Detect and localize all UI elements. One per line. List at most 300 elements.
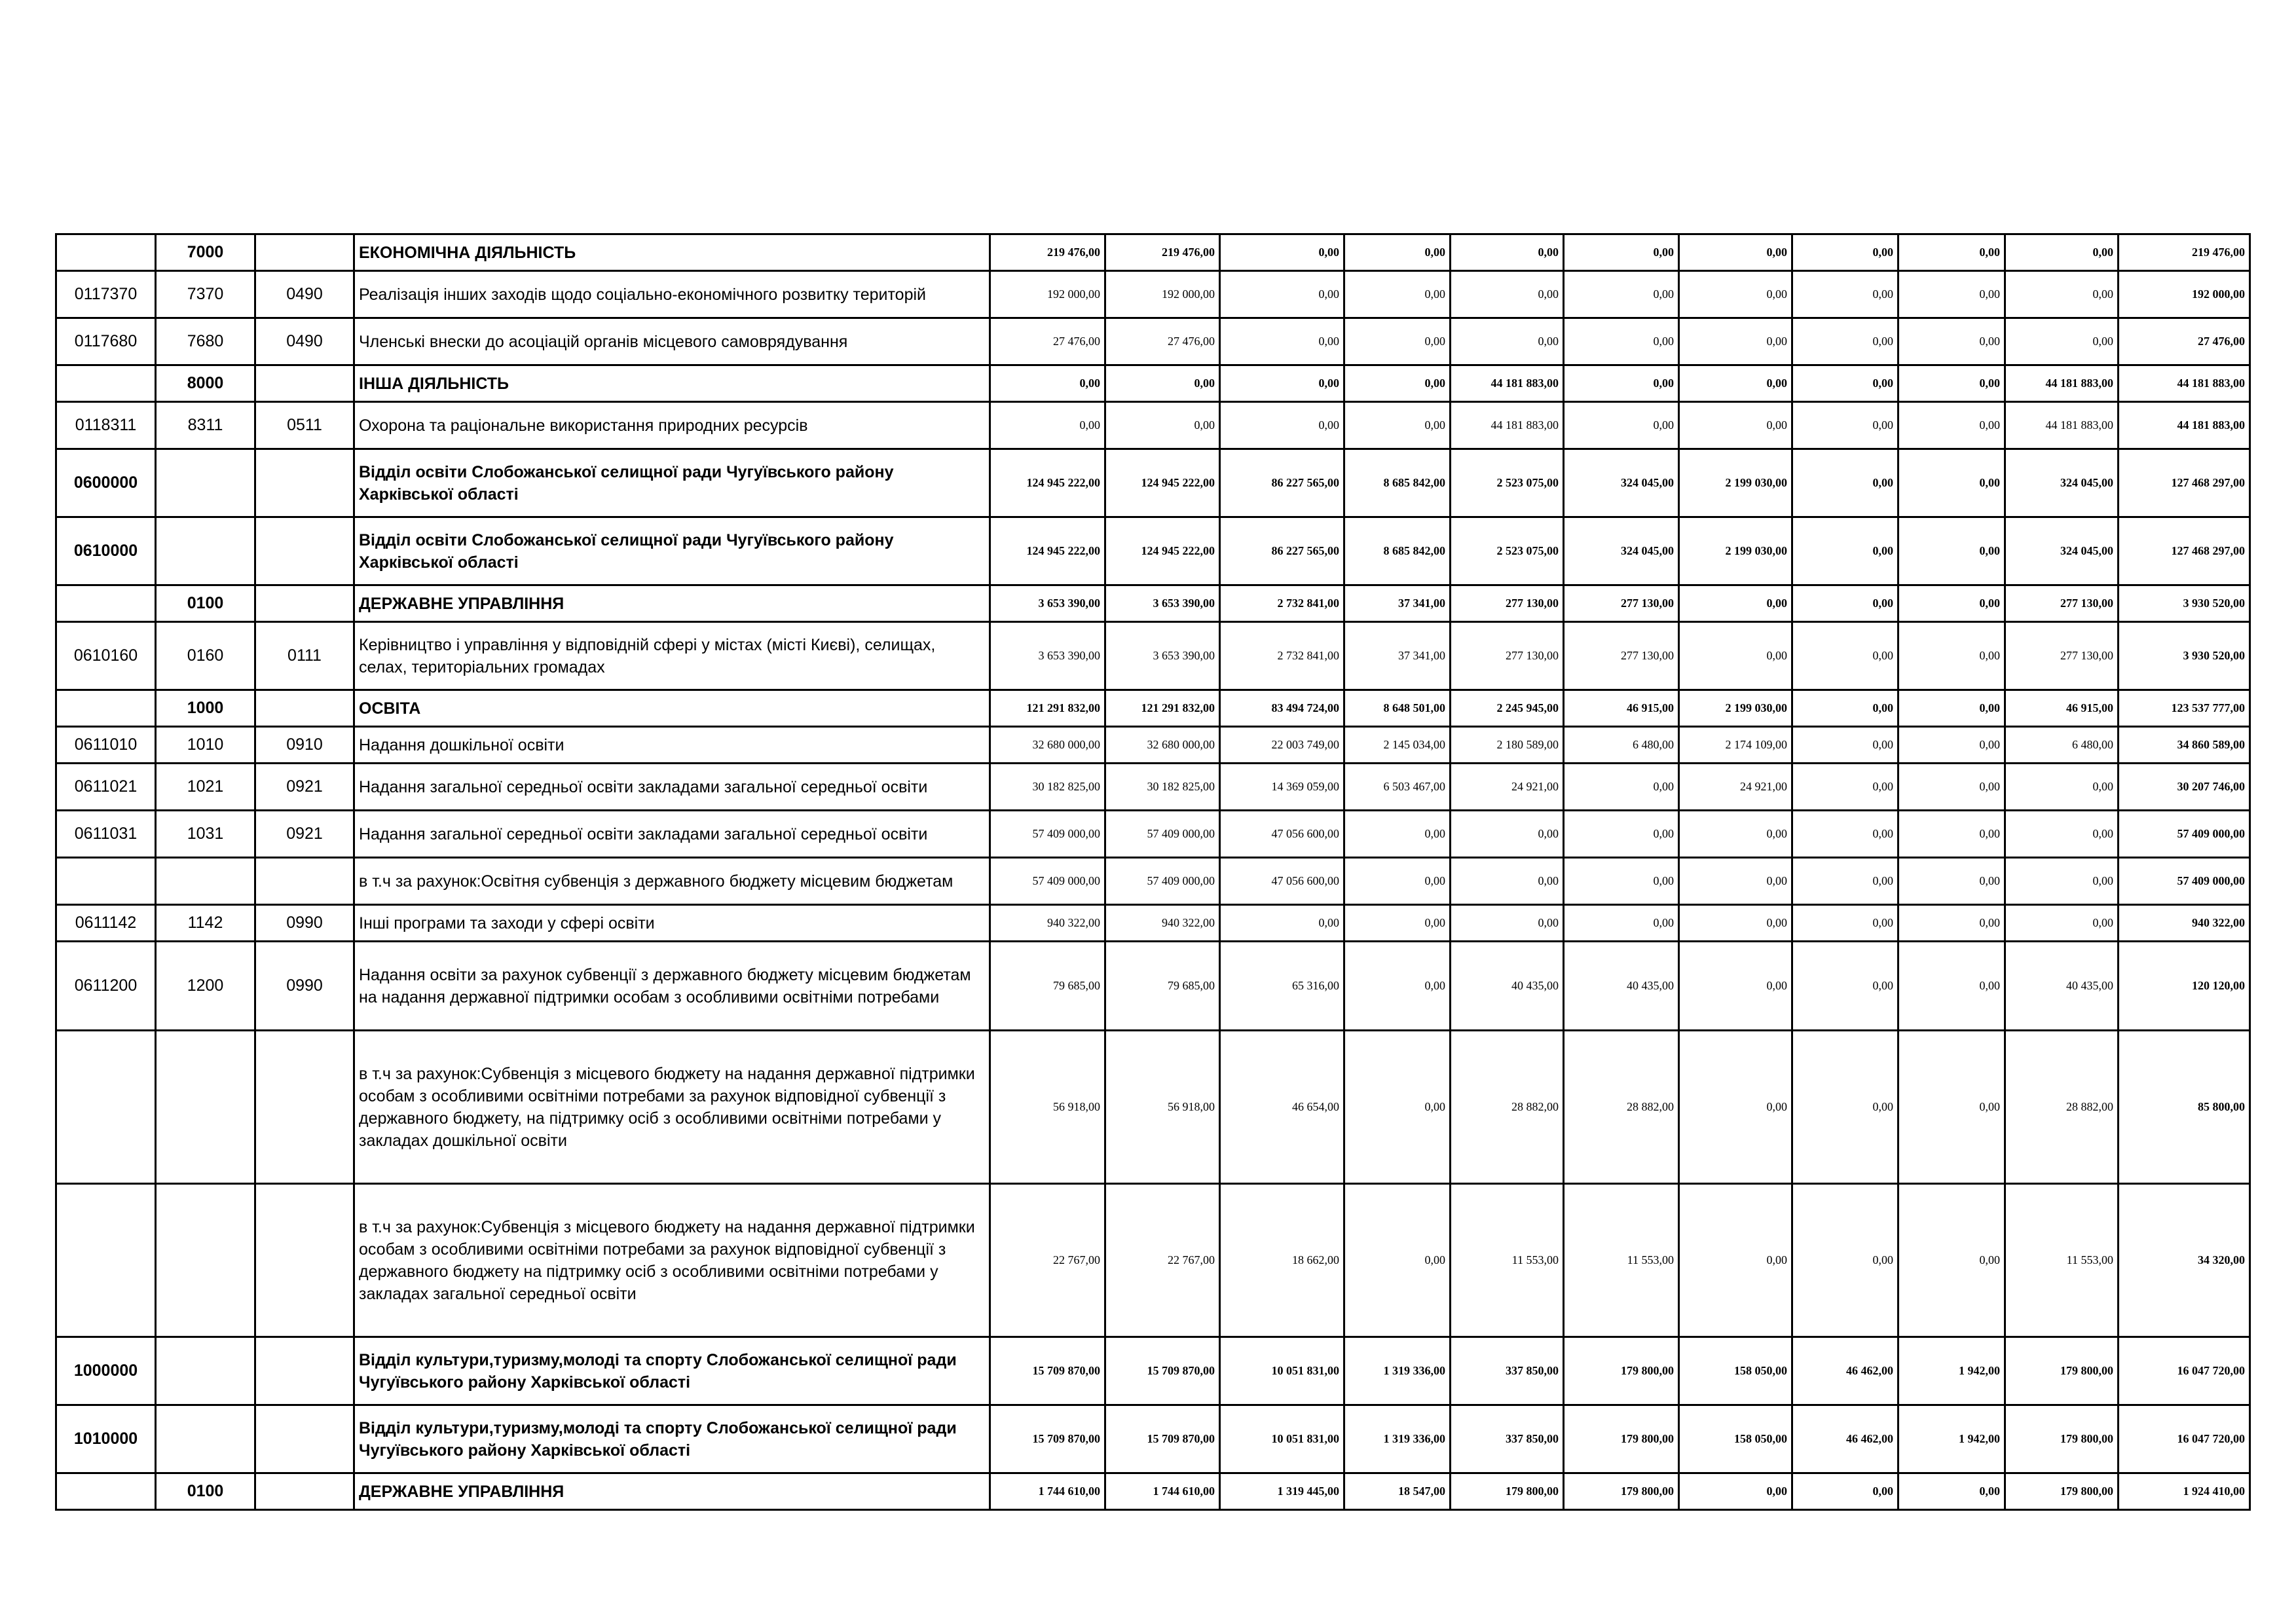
amount-cell: 8 685 842,00 bbox=[1344, 517, 1451, 585]
budget-code-cell: 1031 bbox=[156, 811, 255, 858]
amount-cell: 30 182 825,00 bbox=[1105, 764, 1220, 811]
amount-cell: 57 409 000,00 bbox=[1105, 858, 1220, 905]
table-row bbox=[56, 449, 2250, 517]
function-code-cell bbox=[255, 858, 354, 905]
amount-cell: 3 653 390,00 bbox=[990, 585, 1105, 622]
function-code-cell: 0111 bbox=[255, 622, 354, 690]
amount-cell: 0,00 bbox=[1792, 1184, 1898, 1337]
amount-cell: 79 685,00 bbox=[1105, 942, 1220, 1031]
total-value-cell: 34 860 589,00 bbox=[2119, 727, 2250, 764]
total-value-cell: 44 181 883,00 bbox=[2119, 365, 2250, 402]
amount-cell: 1 744 610,00 bbox=[1105, 1473, 1220, 1510]
amount-cell: 0,00 bbox=[1898, 622, 2005, 690]
amount-cell: 57 409 000,00 bbox=[990, 858, 1105, 905]
amount-cell: 0,00 bbox=[2005, 858, 2119, 905]
amount-cell: 83 494 724,00 bbox=[1220, 690, 1344, 727]
budget-code-cell: 8311 bbox=[156, 402, 255, 449]
amount-cell: 324 045,00 bbox=[2005, 517, 2119, 585]
amount-cell: 0,00 bbox=[1344, 365, 1451, 402]
amount-cell: 0,00 bbox=[2005, 811, 2119, 858]
total-value-cell: 16 047 720,00 bbox=[2119, 1405, 2250, 1473]
item-name-cell: в т.ч за рахунок:Освітня субвенція з державного бюджету місцевим бюджетам bbox=[354, 858, 990, 905]
amount-cell: 15 709 870,00 bbox=[990, 1405, 1105, 1473]
amount-cell: 0,00 bbox=[1898, 365, 2005, 402]
total-value-cell: 940 322,00 bbox=[2119, 905, 2250, 942]
function-code-cell: 0921 bbox=[255, 764, 354, 811]
program-code-cell: 0611200 bbox=[56, 942, 156, 1031]
amount-cell: 192 000,00 bbox=[1105, 271, 1220, 318]
budget-code-cell: 1142 bbox=[156, 905, 255, 942]
amount-cell: 0,00 bbox=[1792, 234, 1898, 271]
amount-cell: 179 800,00 bbox=[1564, 1405, 1679, 1473]
amount-cell: 2 174 109,00 bbox=[1679, 727, 1792, 764]
amount-cell: 56 918,00 bbox=[1105, 1031, 1220, 1184]
amount-cell: 0,00 bbox=[1792, 942, 1898, 1031]
amount-cell: 0,00 bbox=[1898, 690, 2005, 727]
total-value-cell: 123 537 777,00 bbox=[2119, 690, 2250, 727]
amount-cell: 0,00 bbox=[1792, 1473, 1898, 1510]
amount-cell: 940 322,00 bbox=[990, 905, 1105, 942]
amount-cell: 0,00 bbox=[1898, 764, 2005, 811]
item-name-cell: в т.ч за рахунок:Субвенція з місцевого бюджету на надання державної підтримки особам з особливими освітніми потребами за рахунок відповідної субвенції з державного бюджету, на підтримку осіб з особливими освітніми потребами у закладах дошкільної освіти bbox=[354, 1031, 990, 1184]
total-value-cell: 127 468 297,00 bbox=[2119, 517, 2250, 585]
program-code-cell bbox=[56, 858, 156, 905]
amount-cell: 0,00 bbox=[1679, 1184, 1792, 1337]
amount-cell: 0,00 bbox=[1679, 271, 1792, 318]
item-name-cell: Членські внески до асоціацій органів місцевого самоврядування bbox=[354, 318, 990, 365]
item-name-cell: ОСВІТА bbox=[354, 690, 990, 727]
amount-cell: 0,00 bbox=[1344, 858, 1451, 905]
amount-cell: 0,00 bbox=[1679, 1473, 1792, 1510]
amount-cell: 0,00 bbox=[1564, 318, 1679, 365]
amount-cell: 0,00 bbox=[1679, 942, 1792, 1031]
table-row bbox=[56, 690, 2250, 727]
amount-cell: 0,00 bbox=[1451, 318, 1564, 365]
item-name-cell: ДЕРЖАВНЕ УПРАВЛІННЯ bbox=[354, 1473, 990, 1510]
amount-cell: 0,00 bbox=[1898, 449, 2005, 517]
amount-cell: 0,00 bbox=[1451, 234, 1564, 271]
amount-cell: 32 680 000,00 bbox=[990, 727, 1105, 764]
amount-cell: 0,00 bbox=[1792, 1031, 1898, 1184]
table-row bbox=[56, 764, 2250, 811]
program-code-cell bbox=[56, 1184, 156, 1337]
amount-cell: 0,00 bbox=[1220, 318, 1344, 365]
program-code-cell bbox=[56, 690, 156, 727]
total-value-cell: 57 409 000,00 bbox=[2119, 811, 2250, 858]
amount-cell: 324 045,00 bbox=[2005, 449, 2119, 517]
amount-cell: 277 130,00 bbox=[1451, 585, 1564, 622]
amount-cell: 179 800,00 bbox=[1564, 1473, 1679, 1510]
amount-cell: 46 462,00 bbox=[1792, 1405, 1898, 1473]
table-row bbox=[56, 402, 2250, 449]
item-name-cell: Відділ освіти Слобожанської селищної ради Чугуївського району Харківської області bbox=[354, 517, 990, 585]
amount-cell: 179 800,00 bbox=[1451, 1473, 1564, 1510]
budget-code-cell: 1021 bbox=[156, 764, 255, 811]
total-value-cell: 34 320,00 bbox=[2119, 1184, 2250, 1337]
budget-code-cell bbox=[156, 1337, 255, 1405]
item-name-cell: ІНША ДІЯЛЬНІСТЬ bbox=[354, 365, 990, 402]
amount-cell: 11 553,00 bbox=[1451, 1184, 1564, 1337]
amount-cell: 0,00 bbox=[1898, 234, 2005, 271]
function-code-cell bbox=[255, 234, 354, 271]
total-value-cell: 219 476,00 bbox=[2119, 234, 2250, 271]
amount-cell: 0,00 bbox=[990, 365, 1105, 402]
amount-cell: 2 523 075,00 bbox=[1451, 449, 1564, 517]
total-value-cell: 127 468 297,00 bbox=[2119, 449, 2250, 517]
amount-cell: 0,00 bbox=[1898, 727, 2005, 764]
amount-cell: 44 181 883,00 bbox=[1451, 365, 1564, 402]
item-name-cell: ЕКОНОМІЧНА ДІЯЛЬНІСТЬ bbox=[354, 234, 990, 271]
amount-cell: 24 921,00 bbox=[1451, 764, 1564, 811]
amount-cell: 27 476,00 bbox=[1105, 318, 1220, 365]
item-name-cell: Надання освіти за рахунок субвенції з державного бюджету місцевим бюджетам на надання державної підтримки особам з особливими освітніми потребами bbox=[354, 942, 990, 1031]
program-code-cell: 0610160 bbox=[56, 622, 156, 690]
table-row bbox=[56, 1405, 2250, 1473]
amount-cell: 124 945 222,00 bbox=[990, 449, 1105, 517]
total-value-cell: 44 181 883,00 bbox=[2119, 402, 2250, 449]
amount-cell: 0,00 bbox=[1679, 402, 1792, 449]
program-code-cell: 0600000 bbox=[56, 449, 156, 517]
amount-cell: 22 767,00 bbox=[1105, 1184, 1220, 1337]
amount-cell: 179 800,00 bbox=[1564, 1337, 1679, 1405]
amount-cell: 124 945 222,00 bbox=[1105, 517, 1220, 585]
amount-cell: 0,00 bbox=[1220, 905, 1344, 942]
amount-cell: 219 476,00 bbox=[1105, 234, 1220, 271]
function-code-cell bbox=[255, 1184, 354, 1337]
program-code-cell: 0611010 bbox=[56, 727, 156, 764]
item-name-cell: Керівництво і управління у відповідній сфері у містах (місті Києві), селищах, селах, територіальних громадах bbox=[354, 622, 990, 690]
amount-cell: 2 732 841,00 bbox=[1220, 622, 1344, 690]
amount-cell: 44 181 883,00 bbox=[1451, 402, 1564, 449]
amount-cell: 0,00 bbox=[1679, 234, 1792, 271]
amount-cell: 0,00 bbox=[1792, 517, 1898, 585]
function-code-cell: 0511 bbox=[255, 402, 354, 449]
amount-cell: 40 435,00 bbox=[1564, 942, 1679, 1031]
amount-cell: 0,00 bbox=[1792, 402, 1898, 449]
amount-cell: 0,00 bbox=[2005, 271, 2119, 318]
amount-cell: 0,00 bbox=[1792, 622, 1898, 690]
amount-cell: 0,00 bbox=[1451, 858, 1564, 905]
amount-cell: 0,00 bbox=[1344, 234, 1451, 271]
table-row bbox=[56, 727, 2250, 764]
program-code-cell: 0610000 bbox=[56, 517, 156, 585]
amount-cell: 28 882,00 bbox=[2005, 1031, 2119, 1184]
item-name-cell: Відділ освіти Слобожанської селищної ради Чугуївського району Харківської області bbox=[354, 449, 990, 517]
amount-cell: 3 653 390,00 bbox=[1105, 585, 1220, 622]
amount-cell: 0,00 bbox=[1220, 234, 1344, 271]
amount-cell: 337 850,00 bbox=[1451, 1405, 1564, 1473]
amount-cell: 0,00 bbox=[2005, 905, 2119, 942]
amount-cell: 6 503 467,00 bbox=[1344, 764, 1451, 811]
amount-cell: 24 921,00 bbox=[1679, 764, 1792, 811]
function-code-cell bbox=[255, 449, 354, 517]
amount-cell: 57 409 000,00 bbox=[990, 811, 1105, 858]
amount-cell: 14 369 059,00 bbox=[1220, 764, 1344, 811]
amount-cell: 124 945 222,00 bbox=[990, 517, 1105, 585]
table-row bbox=[56, 517, 2250, 585]
budget-code-cell: 0160 bbox=[156, 622, 255, 690]
item-name-cell: Охорона та раціональне використання природних ресурсів bbox=[354, 402, 990, 449]
amount-cell: 0,00 bbox=[1792, 585, 1898, 622]
amount-cell: 0,00 bbox=[1679, 858, 1792, 905]
amount-cell: 0,00 bbox=[1898, 1184, 2005, 1337]
budget-code-cell: 0100 bbox=[156, 1473, 255, 1510]
table-row bbox=[56, 622, 2250, 690]
budget-code-cell bbox=[156, 1031, 255, 1184]
program-code-cell bbox=[56, 1031, 156, 1184]
amount-cell: 79 685,00 bbox=[990, 942, 1105, 1031]
amount-cell: 0,00 bbox=[1344, 1031, 1451, 1184]
function-code-cell: 0921 bbox=[255, 811, 354, 858]
function-code-cell: 0990 bbox=[255, 942, 354, 1031]
amount-cell: 56 918,00 bbox=[990, 1031, 1105, 1184]
amount-cell: 0,00 bbox=[1679, 318, 1792, 365]
function-code-cell bbox=[255, 365, 354, 402]
table-row bbox=[56, 271, 2250, 318]
amount-cell: 0,00 bbox=[1344, 811, 1451, 858]
amount-cell: 44 181 883,00 bbox=[2005, 365, 2119, 402]
function-code-cell bbox=[255, 1405, 354, 1473]
amount-cell: 40 435,00 bbox=[1451, 942, 1564, 1031]
program-code-cell bbox=[56, 1473, 156, 1510]
function-code-cell: 0490 bbox=[255, 271, 354, 318]
item-name-cell: в т.ч за рахунок:Субвенція з місцевого бюджету на надання державної підтримки особам з особливими освітніми потребами за рахунок відповідної субвенції з державного бюджету на підтримку осіб з особливими освітніми потребами у закладах загальної середньої освіти bbox=[354, 1184, 990, 1337]
amount-cell: 2 199 030,00 bbox=[1679, 517, 1792, 585]
amount-cell: 27 476,00 bbox=[990, 318, 1105, 365]
amount-cell: 0,00 bbox=[1898, 271, 2005, 318]
amount-cell: 0,00 bbox=[1898, 318, 2005, 365]
amount-cell: 192 000,00 bbox=[990, 271, 1105, 318]
amount-cell: 0,00 bbox=[1898, 942, 2005, 1031]
amount-cell: 0,00 bbox=[1564, 402, 1679, 449]
amount-cell: 277 130,00 bbox=[1564, 585, 1679, 622]
table-row bbox=[56, 234, 2250, 271]
function-code-cell bbox=[255, 1031, 354, 1184]
amount-cell: 8 648 501,00 bbox=[1344, 690, 1451, 727]
amount-cell: 22 767,00 bbox=[990, 1184, 1105, 1337]
function-code-cell bbox=[255, 690, 354, 727]
amount-cell: 0,00 bbox=[1344, 942, 1451, 1031]
amount-cell: 47 056 600,00 bbox=[1220, 858, 1344, 905]
budget-code-cell: 7370 bbox=[156, 271, 255, 318]
amount-cell: 0,00 bbox=[1344, 402, 1451, 449]
table-row bbox=[56, 905, 2250, 942]
amount-cell: 0,00 bbox=[1898, 858, 2005, 905]
program-code-cell: 0117680 bbox=[56, 318, 156, 365]
amount-cell: 0,00 bbox=[1451, 271, 1564, 318]
budget-code-cell: 0100 bbox=[156, 585, 255, 622]
amount-cell: 0,00 bbox=[1105, 402, 1220, 449]
item-name-cell: Відділ культури,туризму,молоді та спорту Слобожанської селищної ради Чугуївського району Харківської області bbox=[354, 1405, 990, 1473]
amount-cell: 0,00 bbox=[2005, 234, 2119, 271]
amount-cell: 0,00 bbox=[1564, 271, 1679, 318]
amount-cell: 219 476,00 bbox=[990, 234, 1105, 271]
table-row bbox=[56, 1184, 2250, 1337]
amount-cell: 277 130,00 bbox=[1564, 622, 1679, 690]
budget-code-cell bbox=[156, 858, 255, 905]
amount-cell: 1 744 610,00 bbox=[990, 1473, 1105, 1510]
budget-code-cell: 7000 bbox=[156, 234, 255, 271]
amount-cell: 0,00 bbox=[1564, 811, 1679, 858]
amount-cell: 0,00 bbox=[1344, 271, 1451, 318]
amount-cell: 940 322,00 bbox=[1105, 905, 1220, 942]
table-row bbox=[56, 1473, 2250, 1510]
amount-cell: 22 003 749,00 bbox=[1220, 727, 1344, 764]
amount-cell: 0,00 bbox=[1679, 905, 1792, 942]
amount-cell: 8 685 842,00 bbox=[1344, 449, 1451, 517]
total-value-cell: 30 207 746,00 bbox=[2119, 764, 2250, 811]
amount-cell: 2 732 841,00 bbox=[1220, 585, 1344, 622]
amount-cell: 10 051 831,00 bbox=[1220, 1405, 1344, 1473]
amount-cell: 18 662,00 bbox=[1220, 1184, 1344, 1337]
budget-code-cell bbox=[156, 449, 255, 517]
amount-cell: 0,00 bbox=[990, 402, 1105, 449]
amount-cell: 0,00 bbox=[1679, 811, 1792, 858]
amount-cell: 65 316,00 bbox=[1220, 942, 1344, 1031]
amount-cell: 0,00 bbox=[1564, 234, 1679, 271]
function-code-cell bbox=[255, 517, 354, 585]
item-name-cell: ДЕРЖАВНЕ УПРАВЛІННЯ bbox=[354, 585, 990, 622]
amount-cell: 158 050,00 bbox=[1679, 1337, 1792, 1405]
total-value-cell: 16 047 720,00 bbox=[2119, 1337, 2250, 1405]
amount-cell: 0,00 bbox=[1898, 1031, 2005, 1184]
table-row bbox=[56, 585, 2250, 622]
amount-cell: 18 547,00 bbox=[1344, 1473, 1451, 1510]
amount-cell: 324 045,00 bbox=[1564, 449, 1679, 517]
amount-cell: 15 709 870,00 bbox=[1105, 1405, 1220, 1473]
amount-cell: 0,00 bbox=[1792, 727, 1898, 764]
budget-table-body bbox=[56, 234, 2250, 1510]
function-code-cell: 0990 bbox=[255, 905, 354, 942]
budget-code-cell: 7680 bbox=[156, 318, 255, 365]
amount-cell: 47 056 600,00 bbox=[1220, 811, 1344, 858]
function-code-cell bbox=[255, 1473, 354, 1510]
total-value-cell: 192 000,00 bbox=[2119, 271, 2250, 318]
amount-cell: 1 319 336,00 bbox=[1344, 1405, 1451, 1473]
amount-cell: 277 130,00 bbox=[2005, 622, 2119, 690]
total-value-cell: 3 930 520,00 bbox=[2119, 585, 2250, 622]
program-code-cell: 0117370 bbox=[56, 271, 156, 318]
amount-cell: 86 227 565,00 bbox=[1220, 517, 1344, 585]
amount-cell: 46 915,00 bbox=[2005, 690, 2119, 727]
amount-cell: 1 942,00 bbox=[1898, 1337, 2005, 1405]
amount-cell: 0,00 bbox=[1792, 271, 1898, 318]
program-code-cell: 1010000 bbox=[56, 1405, 156, 1473]
amount-cell: 324 045,00 bbox=[1564, 517, 1679, 585]
amount-cell: 6 480,00 bbox=[2005, 727, 2119, 764]
function-code-cell: 0910 bbox=[255, 727, 354, 764]
function-code-cell: 0490 bbox=[255, 318, 354, 365]
amount-cell: 0,00 bbox=[1679, 1031, 1792, 1184]
amount-cell: 0,00 bbox=[1105, 365, 1220, 402]
amount-cell: 15 709 870,00 bbox=[990, 1337, 1105, 1405]
amount-cell: 0,00 bbox=[1564, 764, 1679, 811]
amount-cell: 86 227 565,00 bbox=[1220, 449, 1344, 517]
amount-cell: 0,00 bbox=[1898, 811, 2005, 858]
item-name-cell: Інші програми та заходи у сфері освіти bbox=[354, 905, 990, 942]
amount-cell: 46 915,00 bbox=[1564, 690, 1679, 727]
budget-code-cell: 1200 bbox=[156, 942, 255, 1031]
table-row bbox=[56, 1337, 2250, 1405]
amount-cell: 0,00 bbox=[1344, 905, 1451, 942]
amount-cell: 0,00 bbox=[1792, 858, 1898, 905]
item-name-cell: Реалізація інших заходів щодо соціально-економічного розвитку територій bbox=[354, 271, 990, 318]
amount-cell: 28 882,00 bbox=[1451, 1031, 1564, 1184]
table-row bbox=[56, 1031, 2250, 1184]
amount-cell: 0,00 bbox=[1220, 365, 1344, 402]
amount-cell: 2 145 034,00 bbox=[1344, 727, 1451, 764]
amount-cell: 28 882,00 bbox=[1564, 1031, 1679, 1184]
amount-cell: 0,00 bbox=[1898, 517, 2005, 585]
amount-cell: 11 553,00 bbox=[2005, 1184, 2119, 1337]
total-value-cell: 120 120,00 bbox=[2119, 942, 2250, 1031]
program-code-cell: 0611031 bbox=[56, 811, 156, 858]
amount-cell: 37 341,00 bbox=[1344, 622, 1451, 690]
amount-cell: 1 319 336,00 bbox=[1344, 1337, 1451, 1405]
program-code-cell bbox=[56, 585, 156, 622]
amount-cell: 3 653 390,00 bbox=[1105, 622, 1220, 690]
amount-cell: 179 800,00 bbox=[2005, 1473, 2119, 1510]
amount-cell: 179 800,00 bbox=[2005, 1337, 2119, 1405]
program-code-cell: 1000000 bbox=[56, 1337, 156, 1405]
amount-cell: 46 462,00 bbox=[1792, 1337, 1898, 1405]
program-code-cell: 0611142 bbox=[56, 905, 156, 942]
amount-cell: 0,00 bbox=[1792, 318, 1898, 365]
total-value-cell: 3 930 520,00 bbox=[2119, 622, 2250, 690]
budget-code-cell: 8000 bbox=[156, 365, 255, 402]
amount-cell: 0,00 bbox=[1898, 1473, 2005, 1510]
total-value-cell: 57 409 000,00 bbox=[2119, 858, 2250, 905]
amount-cell: 0,00 bbox=[1792, 365, 1898, 402]
amount-cell: 44 181 883,00 bbox=[2005, 402, 2119, 449]
amount-cell: 158 050,00 bbox=[1679, 1405, 1792, 1473]
budget-code-cell bbox=[156, 1184, 255, 1337]
amount-cell: 11 553,00 bbox=[1564, 1184, 1679, 1337]
program-code-cell bbox=[56, 234, 156, 271]
table-row bbox=[56, 858, 2250, 905]
amount-cell: 0,00 bbox=[1792, 811, 1898, 858]
table-row bbox=[56, 811, 2250, 858]
amount-cell: 1 942,00 bbox=[1898, 1405, 2005, 1473]
amount-cell: 2 199 030,00 bbox=[1679, 449, 1792, 517]
amount-cell: 30 182 825,00 bbox=[990, 764, 1105, 811]
amount-cell: 0,00 bbox=[1564, 858, 1679, 905]
item-name-cell: Надання загальної середньої освіти закладами загальної середньої освіти bbox=[354, 811, 990, 858]
amount-cell: 0,00 bbox=[1792, 905, 1898, 942]
amount-cell: 0,00 bbox=[1792, 449, 1898, 517]
amount-cell: 2 180 589,00 bbox=[1451, 727, 1564, 764]
amount-cell: 0,00 bbox=[2005, 764, 2119, 811]
amount-cell: 121 291 832,00 bbox=[1105, 690, 1220, 727]
total-value-cell: 85 800,00 bbox=[2119, 1031, 2250, 1184]
amount-cell: 0,00 bbox=[1792, 764, 1898, 811]
amount-cell: 6 480,00 bbox=[1564, 727, 1679, 764]
amount-cell: 0,00 bbox=[1451, 811, 1564, 858]
amount-cell: 0,00 bbox=[1344, 1184, 1451, 1337]
amount-cell: 0,00 bbox=[2005, 318, 2119, 365]
function-code-cell bbox=[255, 585, 354, 622]
amount-cell: 179 800,00 bbox=[2005, 1405, 2119, 1473]
amount-cell: 0,00 bbox=[1451, 905, 1564, 942]
amount-cell: 0,00 bbox=[1220, 402, 1344, 449]
amount-cell: 0,00 bbox=[1679, 585, 1792, 622]
amount-cell: 57 409 000,00 bbox=[1105, 811, 1220, 858]
item-name-cell: Надання загальної середньої освіти закладами загальної середньої освіти bbox=[354, 764, 990, 811]
amount-cell: 0,00 bbox=[1220, 271, 1344, 318]
item-name-cell: Надання дошкільної освіти bbox=[354, 727, 990, 764]
amount-cell: 0,00 bbox=[1564, 905, 1679, 942]
amount-cell: 10 051 831,00 bbox=[1220, 1337, 1344, 1405]
